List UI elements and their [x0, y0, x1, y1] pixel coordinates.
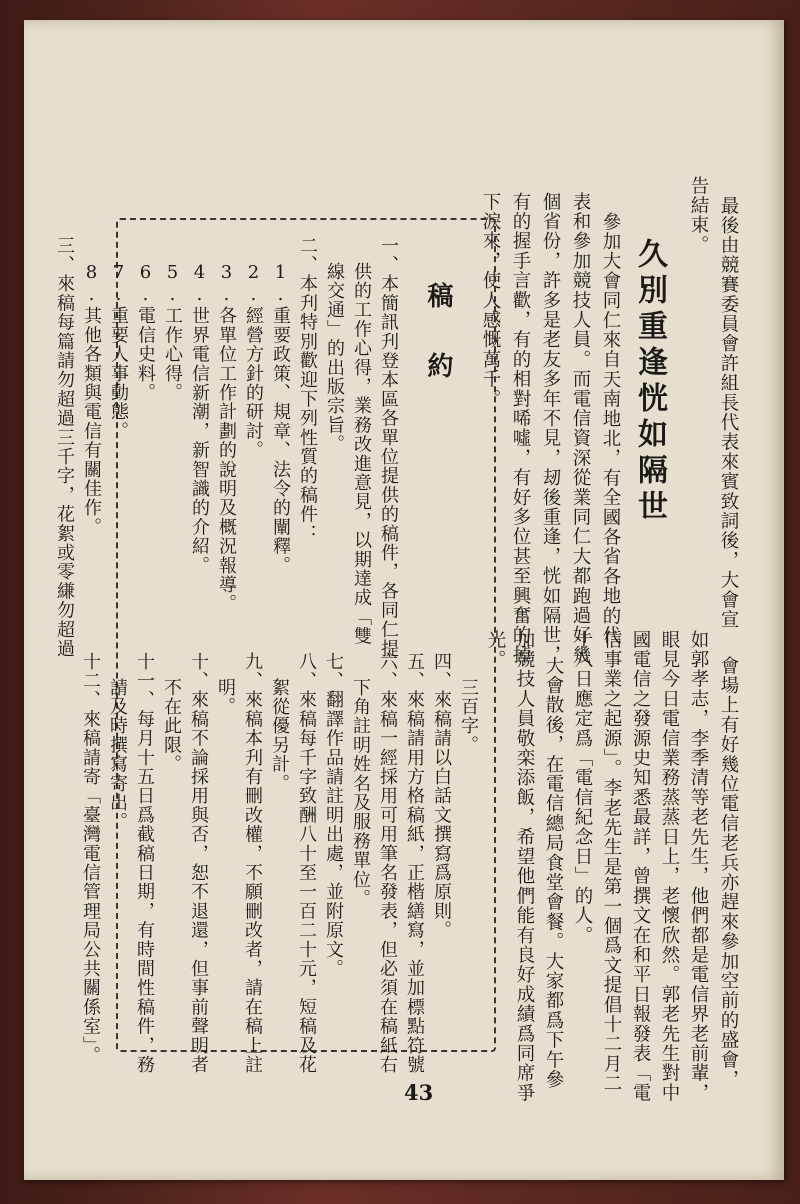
article-body2-line-8: 加競技人員敬栾添飯，希望他們能有良好成績爲同席爭 — [514, 630, 535, 1103]
rule-upper-line-11: 7.重要人事動態。 — [108, 262, 129, 441]
rule-upper-line-12: 8.其他各類與電信有關佳作。 — [81, 262, 102, 537]
article-body2-line-1: 會場上有好幾位電信老兵亦趕來參加空前的盛會， — [718, 656, 739, 1090]
rule-lower-line-7: 八、來稿每千字致酬八十至一百二十元，短稿及花 — [296, 652, 317, 1075]
rule-upper-line-2: 供的工作心得，業務改進意見，以期達成「雙 — [351, 262, 372, 646]
article-title: 久別重逢恍如隔世 — [632, 238, 667, 526]
rule-lower-line-2: 四、來稿請以白話文撰寫爲原則。 — [431, 652, 452, 940]
submission-rules-title: 稿約 — [423, 282, 453, 422]
rule-lower-line-1: 三百字。 — [458, 678, 479, 755]
article-body-line-1: 參加大會同仁來自天南地北，有全國各省各地的代 — [600, 212, 621, 646]
article-body-line-2: 表和參加競技人員。而電信資深從業同仁大都跑過好幾 — [570, 192, 591, 665]
article-intro-line-1: 最後由競賽委員會許組長代表來賓致詞後，大會宣 — [718, 196, 739, 630]
rule-upper-line-10: 6.電信史料。 — [135, 262, 156, 403]
article-body2-line-4: 國電信之發源史知悉最詳，曾撰文在和平日報發表「電 — [630, 630, 651, 1103]
article-body2-line-7: 大會散後，在電信總局食堂會餐。大家都爲下午參 — [543, 656, 564, 1090]
rule-lower-line-14: 請及時撰寫寄出。 — [107, 678, 128, 832]
article-body2-line-5: 信事業之起源」。李老先生是第一個爲文提倡十二月二 — [601, 630, 622, 1094]
book-page — [24, 20, 784, 1180]
rule-lower-line-13: 十一、每月十五日爲截稿日期，有時間性稿件，務 — [134, 652, 155, 1075]
rule-lower-line-8: 絮從優另計。 — [269, 678, 290, 794]
article-body2-line-3: 眼見今日電信業務蒸蒸日上，老懷欣然。郭老先生對中 — [659, 630, 680, 1103]
rule-lower-line-5: 下角註明姓名及服務單位。 — [350, 678, 371, 909]
rule-upper-line-6: 2.經營方針的研討。 — [243, 262, 264, 460]
rule-upper-line-9: 5.工作心得。 — [162, 262, 183, 403]
rule-lower-line-15: 十二、來稿請寄「臺灣電信管理局公共關係室」。 — [80, 652, 101, 1066]
rule-lower-line-3: 五、來稿請用方格稿紙，正楷繕寫，並加標點符號 — [404, 652, 425, 1075]
page-number: 43 — [404, 1080, 434, 1105]
rule-upper-line-8: 4.世界電信新潮，新智識的介紹。 — [189, 262, 210, 576]
rule-lower-line-9: 九、來稿本刋有刪改權，不願刪改者，請在稿上註 — [242, 652, 263, 1075]
article-body2-line-9: 光。 — [485, 630, 506, 670]
rule-upper-line-1: 一、本簡訊刋登本區各單位提供的稿件，各同仁提 — [378, 236, 399, 659]
rule-upper-line-3: 線交通」的出版宗旨。 — [324, 262, 345, 454]
rule-lower-line-4: 六、來稿一經採用可用筆名發表，但必須在稿紙右 — [377, 652, 398, 1075]
rule-lower-line-10: 明。 — [215, 678, 236, 717]
article-body-line-3: 個省份，許多是老友多年不見，刼後重逢，恍如隔世， — [540, 192, 561, 665]
article-body-line-4: 有的握手言歡，有的相對唏噓，有好多位甚至興奮的掉 — [510, 192, 531, 665]
article-intro-line-2: 告結束。 — [688, 176, 709, 255]
rule-upper-line-7: 3.各單位工作計劃的說明及概況報導。 — [216, 262, 237, 614]
article-body2-line-2: 如郭孝志，李季清等老先生，他們都是電信界老前輩， — [688, 630, 709, 1103]
rule-upper-line-4: 二、本刋特別歡迎下列性質的稿件： — [297, 236, 318, 544]
rule-upper-line-13: 三、來稿每篇請勿超過三千字，花絮或零縑勿超過 — [54, 236, 75, 659]
article-body-line-5: 下淚來，使人感慨萬千。 — [480, 192, 501, 409]
rule-lower-line-12: 不在此限。 — [161, 678, 182, 774]
rule-upper-line-5: 1.重要政策、規章、法令的闡釋。 — [270, 262, 291, 576]
rule-lower-line-6: 七、翻譯作品請註明出處，並附原文。 — [323, 652, 344, 979]
rule-lower-line-11: 十、來稿不論採用與否，恕不退還，但事前聲明者 — [188, 652, 209, 1075]
article-body2-line-6: 十八日應定爲「電信紀念日」的人。 — [572, 630, 593, 946]
